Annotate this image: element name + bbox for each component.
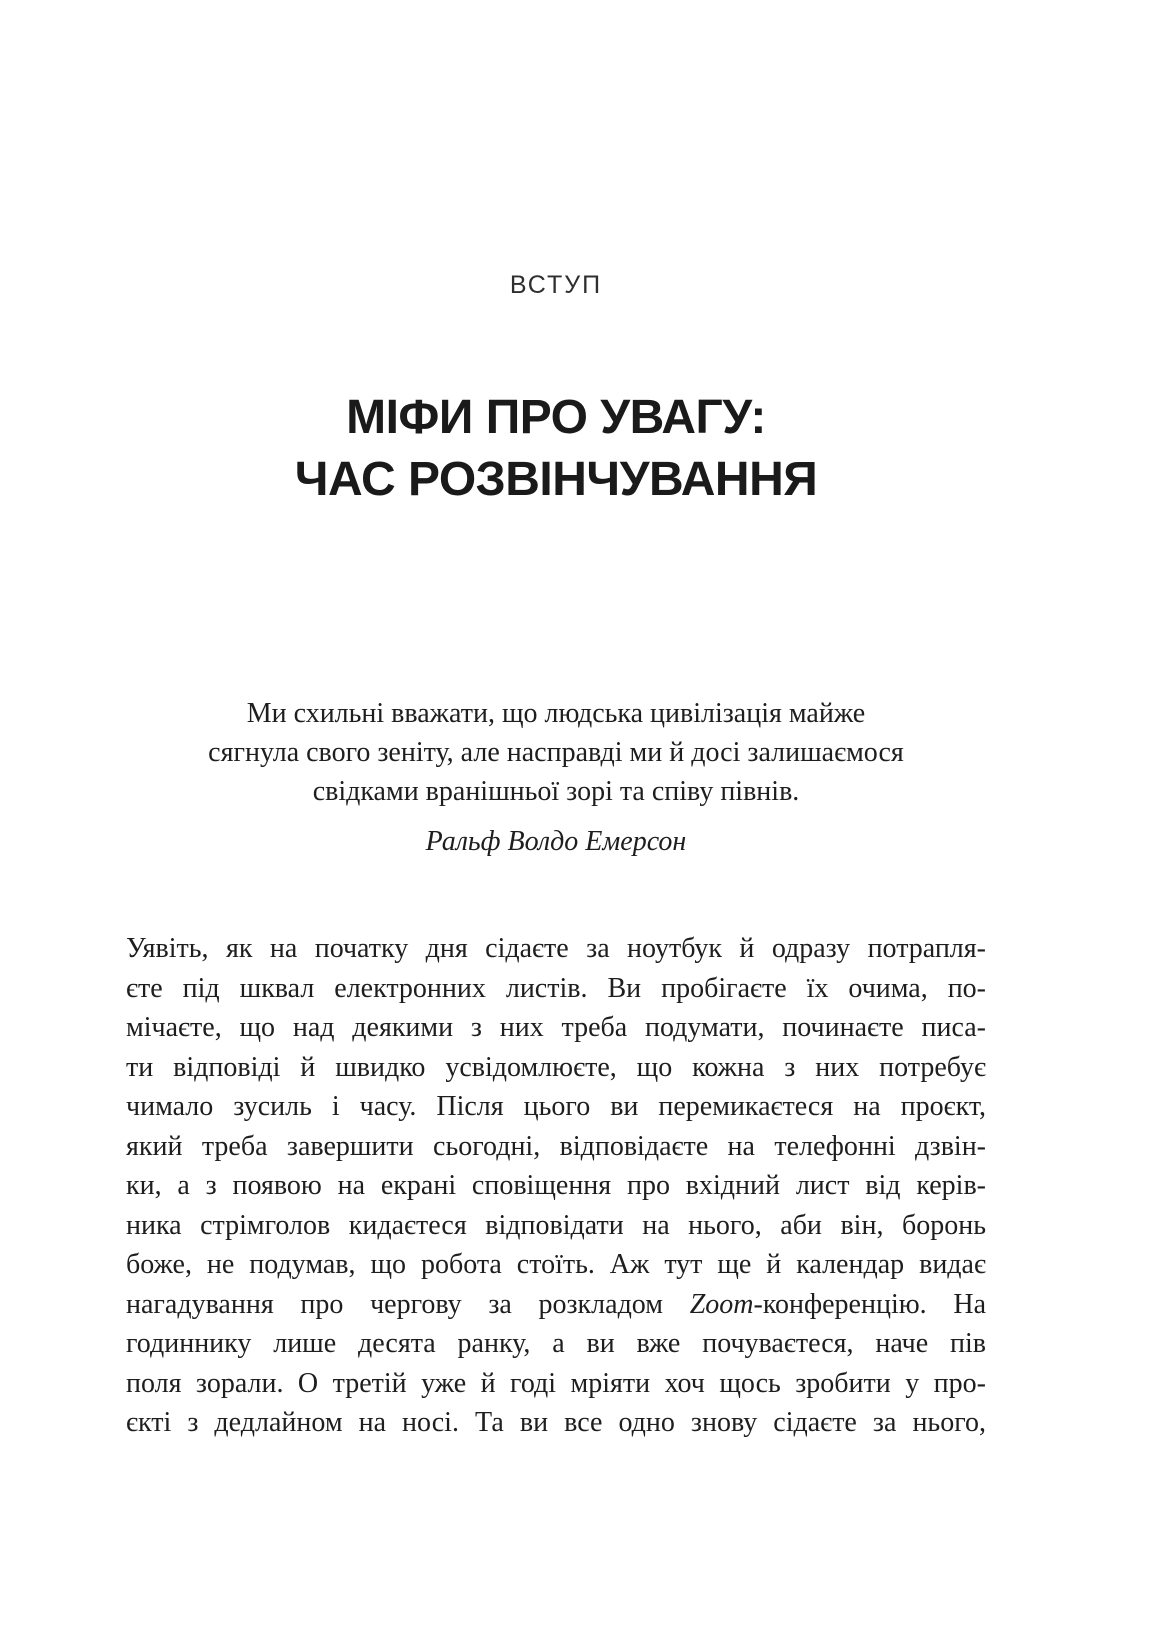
body-text-line: Уявіть, як на початку дня сідаєте за ноутбук й одразу потрапля- <box>126 933 986 964</box>
body-text-line: єте під шквал електронних листів. Ви пробігаєте їх очима, по- <box>126 972 986 1004</box>
body-text-line: мічаєте, що над деякими з них треба подумати, починаєте писа- <box>126 1012 986 1043</box>
body-text-line: чимало зусиль і часу. Після цього ви перемикаєтеся на проєкт, <box>126 1091 986 1122</box>
body-paragraph <box>126 929 986 1443</box>
chapter-title <box>126 387 986 511</box>
epigraph-line-1: Ми схильні вважати, що людська цивілізація майже <box>246 698 866 729</box>
chapter-title-line-2: ЧАС РОЗВІНЧУВАННЯ <box>294 453 818 506</box>
body-text-line: нагадування про чергову за розкладом Zoom-конференцію. На <box>126 1288 986 1320</box>
body-text-line: боже, не подумав, що робота стоїть. Аж тут ще й календар видає <box>126 1249 986 1280</box>
body-text-line: поля зорали. О третій уже й годі мріяти хоч щось зробити у про- <box>126 1367 986 1399</box>
body-text-line: який треба завершити сьогодні, відповідаєте на телефонні дзвін- <box>126 1130 986 1162</box>
epigraph-attribution: Ральф Волдо Емерсон <box>425 826 687 857</box>
body-text-line: ки, а з появою на екрані сповіщення про вхідний лист від керів- <box>126 1170 986 1201</box>
body-text-line: ти відповіді й швидко усвідомлюєте, що кожна з них потребує <box>126 1051 986 1083</box>
chapter-title-line-1: МІФИ ПРО УВАГУ: <box>346 391 766 444</box>
epigraph-line-2: сягнула свого зеніту, але насправді ми й досі залишаємося <box>208 737 904 768</box>
epigraph-quote <box>126 694 986 811</box>
chapter-kicker: ВСТУП <box>509 271 603 299</box>
body-text-line: годиннику лише десята ранку, а ви вже почуваєтеся, наче пів <box>126 1328 986 1359</box>
body-text-line: ника стрімголов кидаєтеся відповідати на нього, аби він, боронь <box>126 1209 986 1241</box>
epigraph-line-3: свідками вранішньої зорі та співу півнів. <box>312 776 800 807</box>
body-text-line: єкті з дедлайном на носі. Та ви все одно знову сідаєте за нього, <box>126 1407 986 1438</box>
